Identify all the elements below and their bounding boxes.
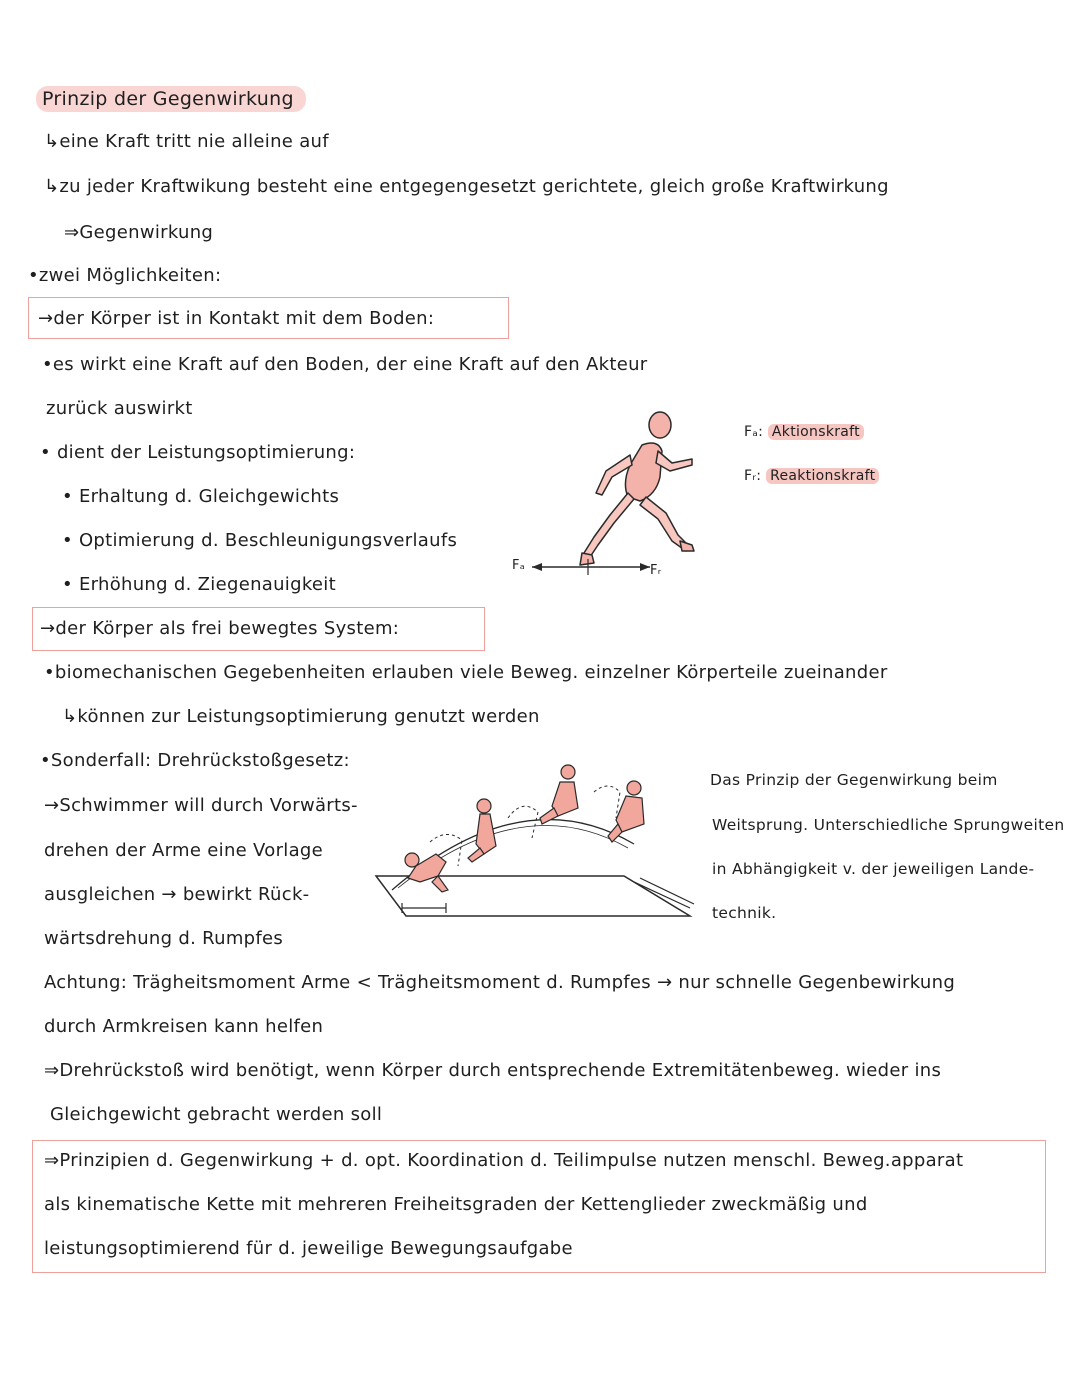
long-jump-illustration <box>372 758 702 928</box>
text-line: ↳zu jeder Kraftwikung besteht eine entgegengesetzt gerichtete, gleich große Kraftwirkung <box>44 176 889 197</box>
legend-fr-label: Reaktionskraft <box>766 468 879 484</box>
legend-fr: Fᵣ: Reaktionskraft <box>744 468 879 484</box>
box-heading: →der Körper ist in Kontakt mit dem Boden: <box>38 308 435 329</box>
bullet-item: • Erhöhung d. Ziegenauigkeit <box>62 574 336 595</box>
text-line: •biomechanischen Gegebenheiten erlauben viele Beweg. einzelner Körperteile zueinander <box>44 662 888 683</box>
text-line: →Schwimmer will durch Vorwärts- <box>44 795 358 816</box>
summary-line: leistungsoptimierend für d. jeweilige Bewegungsaufgabe <box>44 1238 573 1259</box>
force-arrows <box>510 555 660 585</box>
text-line: •Sonderfall: Drehrückstoßgesetz: <box>40 750 350 771</box>
text-line: drehen der Arme eine Vorlage <box>44 840 324 861</box>
legend-fa-label: Aktionskraft <box>768 424 864 440</box>
legend-fa: Fₐ: Aktionskraft <box>744 424 864 440</box>
text-line: durch Armkreisen kann helfen <box>44 1016 324 1037</box>
fr-arrow-label: Fᵣ <box>650 563 662 578</box>
text-line: ⇒Gegenwirkung <box>64 222 214 243</box>
text-line: wärtsdrehung d. Rumpfes <box>44 928 284 949</box>
text-line: • dient der Leistungsoptimierung: <box>40 442 356 463</box>
legend-fa-symbol: Fₐ <box>744 424 759 440</box>
text-line: zurück auswirkt <box>46 398 193 419</box>
figure-caption-line: technik. <box>712 904 777 922</box>
text-line: Achtung: Trägheitsmoment Arme < Trägheitsmoment d. Rumpfes → nur schnelle Gegenbewirkung <box>44 972 956 993</box>
bullet-item: • Optimierung d. Beschleunigungsverlaufs <box>62 530 458 551</box>
summary-line: als kinematische Kette mit mehreren Freiheitsgraden der Kettenglieder zweckmäßig und <box>44 1194 868 1215</box>
summary-line: ⇒Prinzipien d. Gegenwirkung + d. opt. Koordination d. Teilimpulse nutzen menschl. Beweg.apparat <box>44 1150 964 1171</box>
box-heading: →der Körper als frei bewegtes System: <box>40 618 400 639</box>
figure-caption-line: Das Prinzip der Gegenwirkung beim <box>710 771 998 789</box>
text-line: ↳eine Kraft tritt nie alleine auf <box>44 131 329 152</box>
fa-arrow-label: Fₐ <box>512 558 526 573</box>
text-line: ⇒Drehrückstoß wird benötigt, wenn Körper durch entsprechende Extremitätenbeweg. wieder ins <box>44 1060 942 1081</box>
text-line: •zwei Möglichkeiten: <box>28 265 222 286</box>
figure-caption-line: in Abhängigkeit v. der jeweiligen Lande- <box>712 860 1035 878</box>
text-line: Gleichgewicht gebracht werden soll <box>50 1104 383 1125</box>
legend-fr-symbol: Fᵣ <box>744 468 757 484</box>
page-title: Prinzip der Gegenwirkung <box>36 86 306 112</box>
figure-caption-line: Weitsprung. Unterschiedliche Sprungweiten <box>712 816 1065 834</box>
text-line: ausgleichen → bewirkt Rück- <box>44 884 310 905</box>
bullet-item: • Erhaltung d. Gleichgewichts <box>62 486 340 507</box>
text-line: •es wirkt eine Kraft auf den Boden, der eine Kraft auf den Akteur <box>42 354 648 375</box>
text-line: ↳können zur Leistungsoptimierung genutzt werden <box>62 706 540 727</box>
